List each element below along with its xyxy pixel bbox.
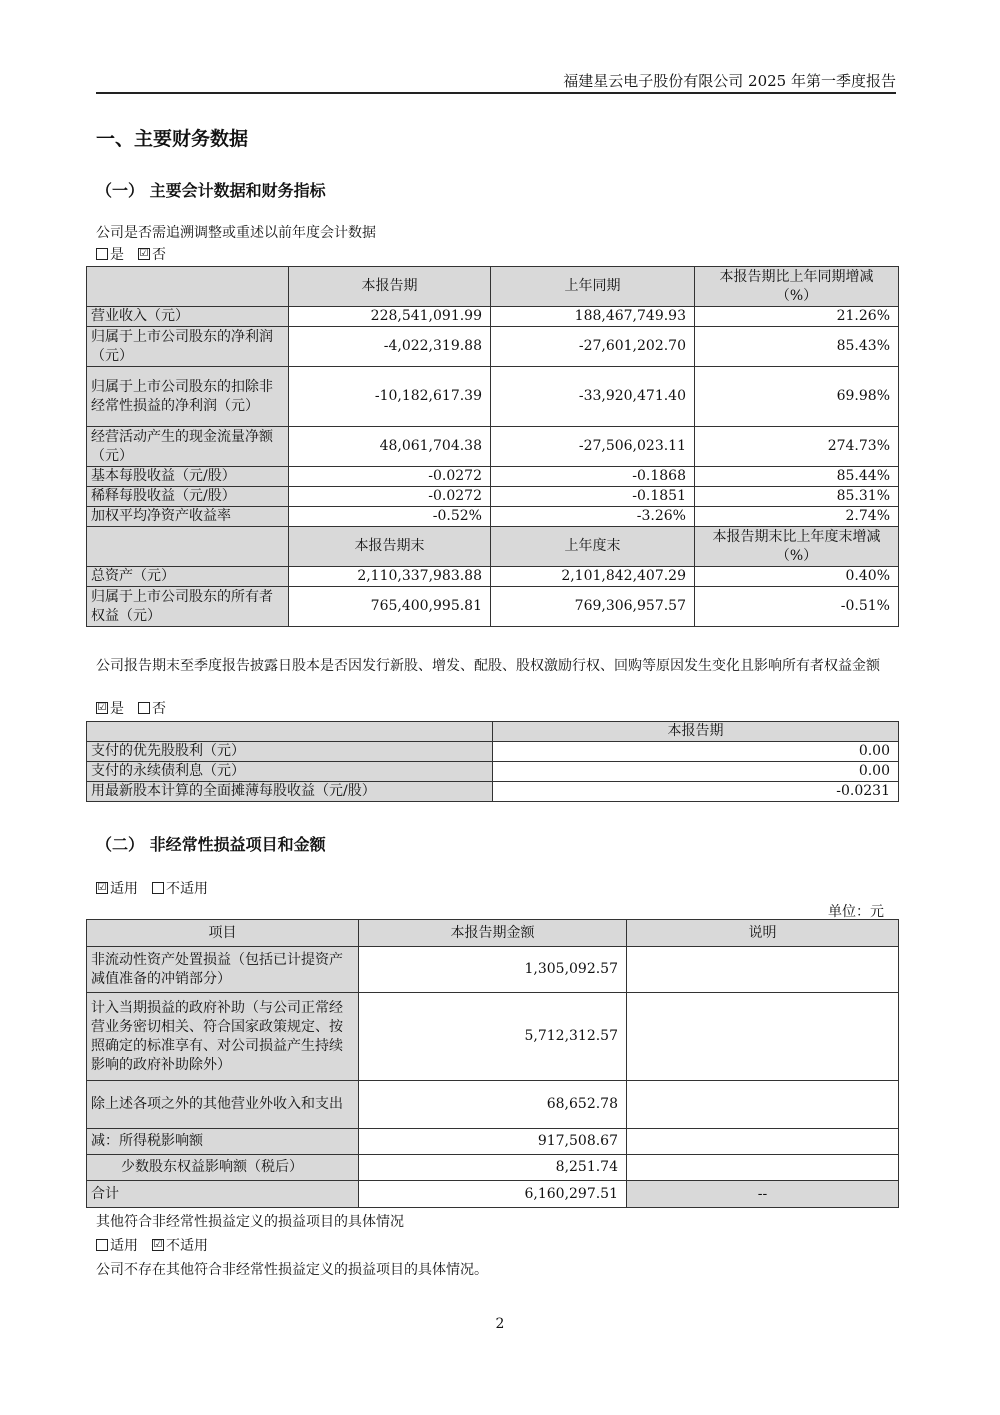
cell-note	[627, 993, 899, 1081]
table-row	[87, 427, 899, 467]
applicable-checkbox-checked[interactable]: ☑	[97, 882, 107, 893]
table-row	[87, 327, 899, 367]
column-header: 本报告期末	[289, 527, 491, 567]
no-checkbox[interactable]	[138, 702, 150, 714]
row-label: 归属于上市公司股东的净利润（元）	[87, 327, 289, 367]
cell-value: 2.74%	[695, 507, 899, 527]
cell-value: 85.44%	[695, 467, 899, 487]
cell-value: -0.52%	[289, 507, 491, 527]
row-label: 除上述各项之外的其他营业外收入和支出	[87, 1081, 359, 1129]
applicable-checkbox[interactable]	[96, 1239, 108, 1251]
table-row	[87, 782, 899, 802]
cell-value: -33,920,471.40	[491, 367, 695, 427]
key-financial-table	[86, 266, 899, 627]
cell-note	[627, 947, 899, 993]
per-share-table	[86, 721, 899, 802]
table-row	[87, 487, 899, 507]
cell-value: 1,305,092.57	[359, 947, 627, 993]
column-header: 本报告期金额	[359, 920, 627, 947]
cell-value: -4,022,319.88	[289, 327, 491, 367]
cell-value: 0.40%	[695, 567, 899, 587]
cell-note	[627, 1155, 899, 1181]
cell-value: -27,506,023.11	[491, 427, 695, 467]
row-label: 减：所得税影响额	[87, 1129, 359, 1155]
table-row	[87, 762, 899, 782]
cell-value: 0.00	[493, 742, 899, 762]
cell-value: -0.1851	[491, 487, 695, 507]
cell-value: 48,061,704.38	[289, 427, 491, 467]
cell-value: -0.51%	[695, 587, 899, 627]
cell-value: -10,182,617.39	[289, 367, 491, 427]
table-row	[87, 307, 899, 327]
cell-value: -0.1868	[491, 467, 695, 487]
table-row	[87, 467, 899, 487]
cell-value: -0.0231	[493, 782, 899, 802]
cell-value: -3.26%	[491, 507, 695, 527]
unit-label: 单位：元	[828, 904, 884, 920]
table-header-row	[87, 722, 899, 742]
cell-note	[627, 1129, 899, 1155]
column-header: 上年度末	[491, 527, 695, 567]
report-header	[96, 70, 896, 94]
column-header: 本报告期比上年同期增减（%）	[695, 267, 899, 307]
row-label: 非流动性资产处置损益（包括已计提资产减值准备的冲销部分）	[87, 947, 359, 993]
column-header: 本报告期	[289, 267, 491, 307]
share-capital-options: ☑ 是 否	[97, 701, 166, 717]
cell-value: 765,400,995.81	[289, 587, 491, 627]
cell-value: 769,306,957.57	[491, 587, 695, 627]
yes-checkbox-checked[interactable]: ☑	[97, 702, 107, 713]
table-header-row	[87, 267, 899, 307]
table-row	[87, 1081, 899, 1129]
row-label: 归属于上市公司股东的扣除非经常性损益的净利润（元）	[87, 367, 289, 427]
row-label: 用最新股本计算的全面摊薄每股收益（元/股）	[87, 782, 493, 802]
cell-value: 85.43%	[695, 327, 899, 367]
cell-value: 68,652.78	[359, 1081, 627, 1129]
row-label: 营业收入（元）	[87, 307, 289, 327]
cell-note	[627, 1081, 899, 1129]
cell-value: 2,110,337,983.88	[289, 567, 491, 587]
other-items-options: 适用 ☑ 不适用	[96, 1237, 208, 1255]
report-header-title: 福建星云电子股份有限公司 2025 年第一季度报告	[563, 72, 896, 90]
cell-value: 2,101,842,407.29	[491, 567, 695, 587]
row-label: 总资产（元）	[87, 567, 289, 587]
row-label: 支付的永续债利息（元）	[87, 762, 493, 782]
cell-value: 21.26%	[695, 307, 899, 327]
row-label: 合计	[87, 1181, 359, 1208]
column-header: 项目	[87, 920, 359, 947]
table-row	[87, 993, 899, 1081]
restatement-question: 公司是否需追溯调整或重述以前年度会计数据	[96, 225, 376, 241]
table-row	[87, 507, 899, 527]
row-label: 经营活动产生的现金流量净额（元）	[87, 427, 289, 467]
yes-checkbox[interactable]	[96, 248, 108, 260]
cell-value: 69.98%	[695, 367, 899, 427]
subsection-title-1: （一） 主要会计数据和财务指标	[96, 181, 326, 200]
row-label: 计入当期损益的政府补助（与公司正常经营业务密切相关、符合国家政策规定、按照确定的标准享有、对公司损益产生持续影响的政府补助除外）	[87, 993, 359, 1081]
cell-value: 5,712,312.57	[359, 993, 627, 1081]
row-label: 基本每股收益（元/股）	[87, 467, 289, 487]
table-row	[87, 947, 899, 993]
cell-value: 8,251.74	[359, 1155, 627, 1181]
section-title: 一、主要财务数据	[96, 128, 249, 150]
share-capital-question: 公司报告期末至季度报告披露日股本是否因发行新股、增发、配股、股权激励行权、回购等原因发生变化且影响所有者权益金额	[96, 658, 880, 674]
row-label: 支付的优先股股利（元）	[87, 742, 493, 762]
other-items-title: 其他符合非经常性损益定义的损益项目的具体情况	[96, 1214, 404, 1230]
subsection-title-2: （二） 非经常性损益项目和金额	[96, 835, 326, 854]
table-row	[87, 1129, 899, 1155]
column-header: 说明	[627, 920, 899, 947]
applicability-options: ☑ 适用 不适用	[97, 881, 208, 897]
table-row	[87, 1155, 899, 1181]
cell-value: 85.31%	[695, 487, 899, 507]
table-header-row	[87, 920, 899, 947]
non-recurring-table	[86, 919, 899, 1208]
cell-value: -27,601,202.70	[491, 327, 695, 367]
cell-value: -0.0272	[289, 487, 491, 507]
cell-value: 228,541,091.99	[289, 307, 491, 327]
cell-value: 6,160,297.51	[359, 1181, 627, 1208]
cell-value: 0.00	[493, 762, 899, 782]
row-label: 少数股东权益影响额（税后）	[87, 1155, 359, 1181]
page-number: 2	[495, 1316, 505, 1332]
no-checkbox-checked[interactable]: ☑	[139, 248, 149, 259]
table-row	[87, 587, 899, 627]
cell-value: 274.73%	[695, 427, 899, 467]
table-header-row	[87, 527, 899, 567]
table-row	[87, 367, 899, 427]
cell-note: --	[627, 1181, 899, 1208]
cell-value: 188,467,749.93	[491, 307, 695, 327]
table-total-row	[87, 1181, 899, 1208]
not-applicable-checkbox-checked[interactable]: ☑	[153, 1239, 163, 1250]
other-items-statement: 公司不存在其他符合非经常性损益定义的损益项目的具体情况。	[96, 1262, 488, 1278]
table-row	[87, 742, 899, 762]
row-label: 稀释每股收益（元/股）	[87, 487, 289, 507]
column-header: 本报告期	[493, 722, 899, 742]
column-header: 上年同期	[491, 267, 695, 307]
not-applicable-checkbox[interactable]	[152, 882, 164, 894]
cell-value: -0.0272	[289, 467, 491, 487]
restatement-options: 是 ☑ 否	[96, 246, 166, 264]
table-row	[87, 567, 899, 587]
cell-value: 917,508.67	[359, 1129, 627, 1155]
column-header: 本报告期末比上年度末增减（%）	[695, 527, 899, 567]
row-label: 归属于上市公司股东的所有者权益（元）	[87, 587, 289, 627]
row-label: 加权平均净资产收益率	[87, 507, 289, 527]
